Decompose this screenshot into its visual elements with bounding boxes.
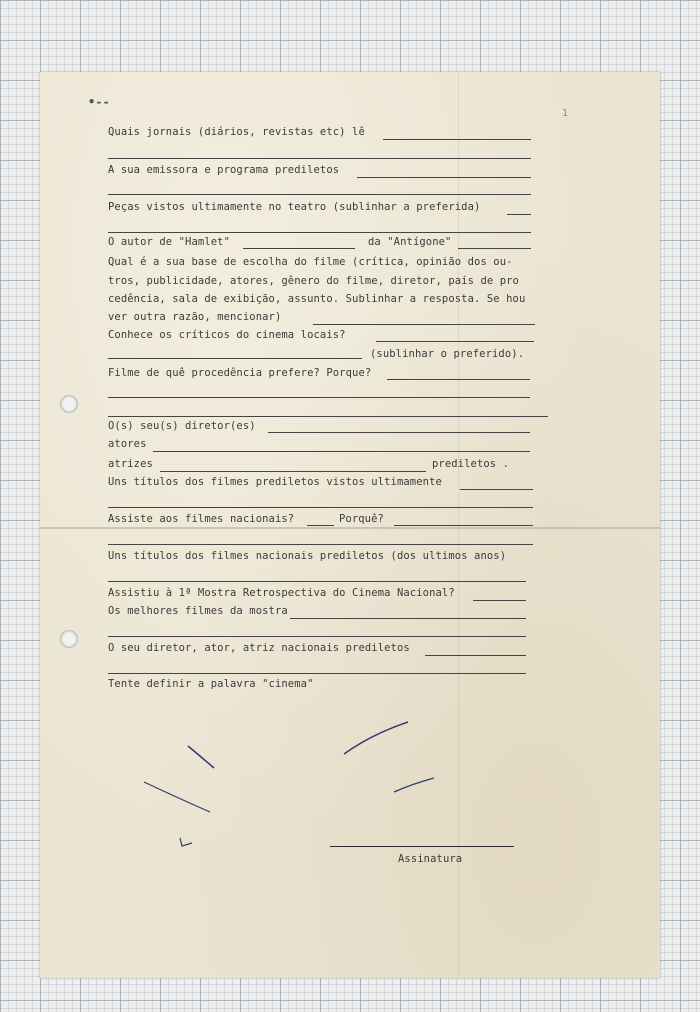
question-local-critics: Conhece os críticos do cinema locais?: [108, 329, 346, 341]
question-theater-plays: Peças vistos ultimamente no teatro (sublinhar a preferida): [108, 201, 481, 213]
question-newspapers: Quais jornais (diários, revistas etc) lê: [108, 126, 365, 138]
signature-line: [330, 846, 514, 847]
question-recent-favorite-films: Uns títulos dos filmes prediletos vistos ultimamente: [108, 476, 442, 488]
signature-label: Assinatura: [398, 853, 463, 865]
question-film-choice-line4: ver outra razão, mencionar): [108, 311, 282, 323]
question-hamlet-author: O autor de "Hamlet": [108, 236, 231, 248]
pen-stroke: [188, 746, 214, 768]
favorites-label: prediletos .: [432, 458, 510, 470]
question-define-cinema: Tente definir a palavra "cinema": [108, 678, 314, 690]
question-retrospective-show: Assistiu à 1ª Mostra Retrospectiva do Cinema Nacional?: [108, 587, 455, 599]
question-best-films: Os melhores filmes da mostra: [108, 605, 288, 617]
question-film-choice-line3: cedência, sala de exibição, assunto. Sublinhar a resposta. Se hou: [108, 293, 526, 305]
question-national-favorite-titles: Uns títulos dos filmes nacionais prediletos (dos ultimos anos): [108, 550, 507, 562]
question-actors: atores: [108, 438, 147, 450]
question-radio-station: A sua emissora e programa prediletos: [108, 164, 340, 176]
question-national-favorites: O seu diretor, ator, atriz nacionais prediletos: [108, 642, 410, 654]
question-national-films: Assiste aos filmes nacionais?: [108, 513, 295, 525]
question-antigone: da "Antígone": [368, 236, 452, 248]
question-film-origin: Filme de quê procedência prefere? Porque?: [108, 367, 372, 379]
pen-stroke: [344, 722, 408, 754]
pen-stroke: [144, 782, 210, 812]
pen-stroke: [394, 778, 434, 792]
question-directors: O(s) seu(s) diretor(es): [108, 420, 256, 432]
underline-preferred-note: (sublinhar o preferido).: [370, 348, 525, 360]
question-actresses: atrizes: [108, 458, 153, 470]
corner-mark: •--: [88, 95, 110, 109]
page-number-mark: 1: [562, 108, 569, 119]
question-film-choice-line1: Qual é a sua base de escolha do filme (crítica, opinião dos ou-: [108, 256, 513, 268]
question-why: Porquê?: [339, 513, 384, 525]
pen-stroke: [180, 838, 192, 846]
question-film-choice-line2: tros, publicidade, atores, gênero do filme, diretor, país de pro: [108, 275, 519, 287]
